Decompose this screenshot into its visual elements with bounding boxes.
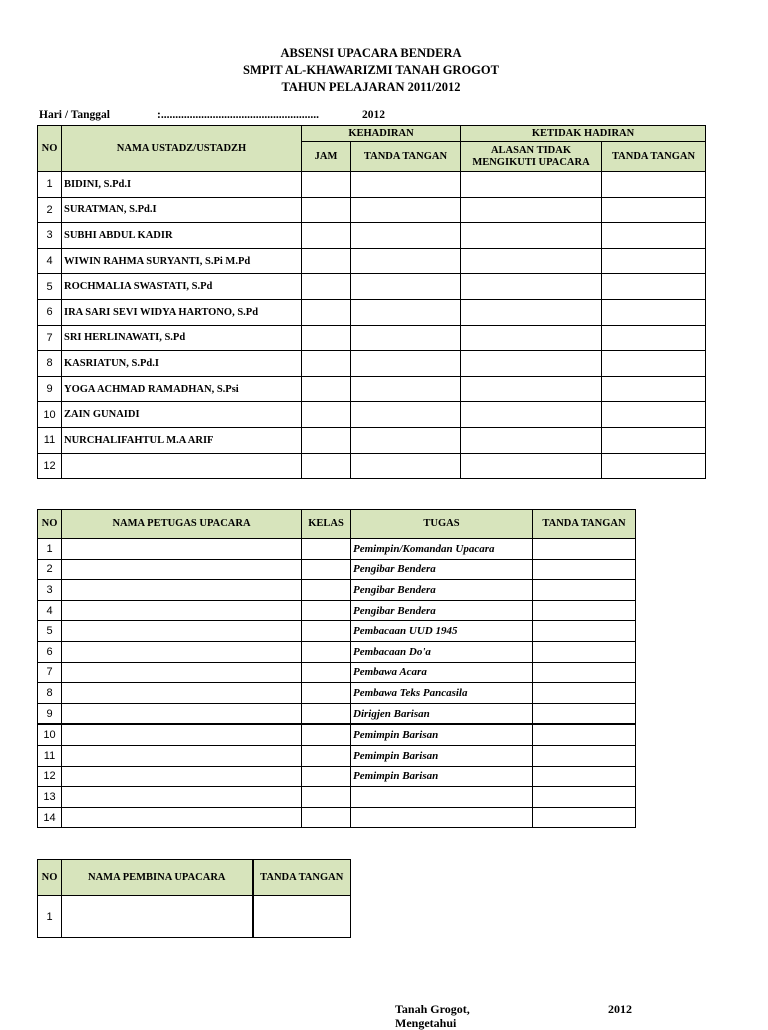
- alasan-cell[interactable]: [461, 427, 602, 453]
- header-kehadiran: KEHADIRAN: [302, 126, 461, 142]
- tanda-tangan-cell[interactable]: [602, 248, 706, 274]
- row-no: 13: [38, 787, 62, 808]
- row-nama: IRA SARI SEVI WIDYA HARTONO, S.Pd: [62, 299, 302, 325]
- row-no: 10: [38, 402, 62, 428]
- pembina-upacara-table: [37, 859, 351, 938]
- tanda-tangan-cell[interactable]: [533, 600, 636, 621]
- tanda-tangan-cell[interactable]: [602, 325, 706, 351]
- row-no: 12: [38, 453, 62, 479]
- row-no: 7: [38, 662, 62, 683]
- row-no: 6: [38, 641, 62, 662]
- row-tugas: Pembacaan UUD 1945: [351, 621, 533, 642]
- alasan-cell[interactable]: [461, 197, 602, 223]
- nama-petugas-cell[interactable]: [62, 787, 302, 808]
- header-no: NO: [38, 126, 62, 172]
- tanda-tangan-cell[interactable]: [602, 427, 706, 453]
- row-no: 6: [38, 299, 62, 325]
- tanda-tangan-cell[interactable]: [533, 641, 636, 662]
- row-no: 8: [38, 683, 62, 704]
- kelas-cell[interactable]: [302, 662, 351, 683]
- jam-cell[interactable]: [302, 376, 351, 402]
- tanda-tangan-cell[interactable]: [533, 662, 636, 683]
- row-tugas: Pemimpin Barisan: [351, 724, 533, 745]
- row-tugas: Pembawa Teks Pancasila: [351, 683, 533, 704]
- row-nama: ROCHMALIA SWASTATI, S.Pd: [62, 274, 302, 300]
- alasan-cell[interactable]: [461, 351, 602, 377]
- table-row: [38, 745, 636, 766]
- header-tanda-tangan-2: TANDA TANGAN: [602, 142, 706, 172]
- tanda-tangan-cell[interactable]: [533, 559, 636, 580]
- table-row: [38, 621, 636, 642]
- row-no: 3: [38, 580, 62, 601]
- table-row: [38, 600, 636, 621]
- row-tugas: Pengibar Bendera: [351, 600, 533, 621]
- header-jam: JAM: [302, 142, 351, 172]
- table-row: [38, 641, 636, 662]
- header-tugas: TUGAS: [351, 510, 533, 539]
- jam-cell[interactable]: [302, 197, 351, 223]
- jam-cell[interactable]: [302, 299, 351, 325]
- table-row: [38, 376, 706, 402]
- tanda-tangan-cell[interactable]: [351, 197, 461, 223]
- jam-cell[interactable]: [302, 351, 351, 377]
- header-nama-pembina: NAMA PEMBINA UPACARA: [62, 860, 253, 896]
- header-tanda-tangan: TANDA TANGAN: [253, 860, 351, 896]
- row-tugas: Pengibar Bendera: [351, 580, 533, 601]
- tanda-tangan-cell[interactable]: [533, 787, 636, 808]
- jam-cell[interactable]: [302, 453, 351, 479]
- header-nama-petugas: NAMA PETUGAS UPACARA: [62, 510, 302, 539]
- tanda-tangan-cell[interactable]: [602, 274, 706, 300]
- header-kelas: KELAS: [302, 510, 351, 539]
- tanda-tangan-cell[interactable]: [602, 453, 706, 479]
- header-nama-ustadz: NAMA USTADZ/USTADZH: [62, 126, 302, 172]
- kelas-cell[interactable]: [302, 724, 351, 745]
- jam-cell[interactable]: [302, 402, 351, 428]
- kelas-cell[interactable]: [302, 703, 351, 724]
- tanda-tangan-cell[interactable]: [533, 745, 636, 766]
- nama-petugas-cell[interactable]: [62, 724, 302, 745]
- table-row: [38, 274, 706, 300]
- row-nama: SRI HERLINAWATI, S.Pd: [62, 325, 302, 351]
- tanda-tangan-cell[interactable]: [602, 299, 706, 325]
- tanda-tangan-cell[interactable]: [533, 621, 636, 642]
- jam-cell[interactable]: [302, 223, 351, 249]
- header-tanda-tangan: TANDA TANGAN: [533, 510, 636, 539]
- row-nama: YOGA ACHMAD RAMADHAN, S.Psi: [62, 376, 302, 402]
- alasan-cell[interactable]: [461, 325, 602, 351]
- kelas-cell[interactable]: [302, 766, 351, 787]
- table-row: [38, 248, 706, 274]
- tanda-tangan-cell[interactable]: [351, 453, 461, 479]
- table-row: [38, 703, 636, 724]
- table-row: [38, 402, 706, 428]
- header-tanda-tangan: TANDA TANGAN: [351, 142, 461, 172]
- tanda-tangan-cell[interactable]: [533, 807, 636, 828]
- row-nama: KASRIATUN, S.Pd.I: [62, 351, 302, 377]
- table-row: [38, 539, 636, 560]
- table-row: [38, 427, 706, 453]
- row-nama: BIDINI, S.Pd.I: [62, 172, 302, 198]
- row-tugas: Pembacaan Do'a: [351, 641, 533, 662]
- alasan-cell[interactable]: [461, 248, 602, 274]
- tanda-tangan-cell[interactable]: [533, 580, 636, 601]
- footer-mengetahui: Mengetahui: [395, 1016, 457, 1030]
- tanda-tangan-cell[interactable]: [602, 402, 706, 428]
- alasan-cell[interactable]: [461, 223, 602, 249]
- kelas-cell[interactable]: [302, 539, 351, 560]
- nama-petugas-cell[interactable]: [62, 580, 302, 601]
- row-tugas[interactable]: [351, 787, 533, 808]
- jam-cell[interactable]: [302, 172, 351, 198]
- row-no: 7: [38, 325, 62, 351]
- row-no: 9: [38, 703, 62, 724]
- tanda-tangan-cell[interactable]: [351, 299, 461, 325]
- table-row: [38, 787, 636, 808]
- tanda-tangan-cell[interactable]: [351, 351, 461, 377]
- tanda-tangan-cell[interactable]: [351, 402, 461, 428]
- row-tugas[interactable]: [351, 807, 533, 828]
- row-no: 14: [38, 807, 62, 828]
- alasan-cell[interactable]: [461, 274, 602, 300]
- tanda-tangan-cell[interactable]: [602, 172, 706, 198]
- nama-petugas-cell[interactable]: [62, 683, 302, 704]
- kelas-cell[interactable]: [302, 641, 351, 662]
- row-nama: NURCHALIFAHTUL M.A ARIF: [62, 427, 302, 453]
- header-ketidak-hadiran: KETIDAK HADIRAN: [461, 126, 706, 142]
- kelas-cell[interactable]: [302, 787, 351, 808]
- nama-petugas-cell[interactable]: [62, 600, 302, 621]
- hari-tanggal-label: Hari / Tanggal: [39, 109, 110, 121]
- petugas-upacara-table: [37, 509, 636, 828]
- jam-cell[interactable]: [302, 274, 351, 300]
- tanda-tangan-cell[interactable]: [533, 539, 636, 560]
- nama-petugas-cell[interactable]: [62, 766, 302, 787]
- row-no: 10: [38, 724, 62, 745]
- tanda-tangan-cell[interactable]: [253, 896, 351, 938]
- nama-petugas-cell[interactable]: [62, 539, 302, 560]
- kelas-cell[interactable]: [302, 559, 351, 580]
- tanda-tangan-cell[interactable]: [602, 197, 706, 223]
- row-no: 1: [38, 172, 62, 198]
- header-no: NO: [38, 860, 62, 896]
- table-row: [38, 172, 706, 198]
- row-tugas: Dirigjen Barisan: [351, 703, 533, 724]
- tanda-tangan-cell[interactable]: [533, 766, 636, 787]
- row-no: 4: [38, 600, 62, 621]
- nama-petugas-cell[interactable]: [62, 703, 302, 724]
- title-line-2: SMPIT AL-KHAWARIZMI TANAH GROGOT: [243, 63, 499, 77]
- row-nama: SUBHI ABDUL KADIR: [62, 223, 302, 249]
- tanda-tangan-cell[interactable]: [351, 172, 461, 198]
- footer-place-block: [395, 1002, 470, 1030]
- row-nama: WIWIN RAHMA SURYANTI, S.Pi M.Pd: [62, 248, 302, 274]
- row-no: 5: [38, 621, 62, 642]
- table-row: [38, 683, 636, 704]
- table-row: [38, 453, 706, 479]
- alasan-cell[interactable]: [461, 172, 602, 198]
- tanda-tangan-cell[interactable]: [351, 427, 461, 453]
- nama-petugas-cell[interactable]: [62, 641, 302, 662]
- kelas-cell[interactable]: [302, 807, 351, 828]
- row-no: 11: [38, 745, 62, 766]
- tanda-tangan-cell[interactable]: [602, 376, 706, 402]
- row-no: 3: [38, 223, 62, 249]
- hari-tanggal-blank[interactable]: :.......................................................: [157, 109, 319, 121]
- kelas-cell[interactable]: [302, 600, 351, 621]
- ustadz-attendance-table: [37, 125, 706, 479]
- kelas-cell[interactable]: [302, 621, 351, 642]
- row-no: 5: [38, 274, 62, 300]
- kelas-cell[interactable]: [302, 683, 351, 704]
- table-row: [38, 662, 636, 683]
- tanda-tangan-cell[interactable]: [602, 351, 706, 377]
- nama-petugas-cell[interactable]: [62, 807, 302, 828]
- document-title: [0, 45, 742, 96]
- alasan-cell[interactable]: [461, 453, 602, 479]
- table-row: [38, 197, 706, 223]
- row-tugas: Pemimpin Barisan: [351, 745, 533, 766]
- row-no: 12: [38, 766, 62, 787]
- header-no: NO: [38, 510, 62, 539]
- tanda-tangan-cell[interactable]: [351, 376, 461, 402]
- alasan-cell[interactable]: [461, 299, 602, 325]
- jam-cell[interactable]: [302, 427, 351, 453]
- tanda-tangan-cell[interactable]: [533, 683, 636, 704]
- nama-petugas-cell[interactable]: [62, 662, 302, 683]
- tanda-tangan-cell[interactable]: [533, 703, 636, 724]
- tanda-tangan-cell[interactable]: [533, 724, 636, 745]
- tanda-tangan-cell[interactable]: [351, 274, 461, 300]
- row-nama: SURATMAN, S.Pd.I: [62, 197, 302, 223]
- alasan-cell[interactable]: [461, 376, 602, 402]
- row-tugas: Pemimpin Barisan: [351, 766, 533, 787]
- table-row: [38, 299, 706, 325]
- row-tugas: Pemimpin/Komandan Upacara: [351, 539, 533, 560]
- row-no: 2: [38, 559, 62, 580]
- nama-petugas-cell[interactable]: [62, 559, 302, 580]
- header-alasan: ALASAN TIDAK MENGIKUTI UPACARA: [461, 142, 602, 172]
- row-nama: ZAIN GUNAIDI: [62, 402, 302, 428]
- tanda-tangan-cell[interactable]: [351, 248, 461, 274]
- hari-tanggal-row: [39, 109, 739, 125]
- jam-cell[interactable]: [302, 248, 351, 274]
- footer-place: Tanah Grogot,: [395, 1002, 470, 1016]
- table-row: [38, 724, 636, 745]
- row-no: 11: [38, 427, 62, 453]
- footer-year: 2012: [608, 1002, 632, 1016]
- table-row: [38, 559, 636, 580]
- row-no: 8: [38, 351, 62, 377]
- row-tugas: Pengibar Bendera: [351, 559, 533, 580]
- kelas-cell[interactable]: [302, 580, 351, 601]
- table-row: [38, 896, 351, 938]
- row-nama[interactable]: [62, 453, 302, 479]
- row-no: 1: [38, 896, 62, 938]
- table-row: [38, 351, 706, 377]
- table-row: [38, 766, 636, 787]
- alasan-cell[interactable]: [461, 402, 602, 428]
- tanda-tangan-cell[interactable]: [351, 223, 461, 249]
- row-no: 9: [38, 376, 62, 402]
- hari-tanggal-year: 2012: [362, 109, 385, 121]
- row-no: 2: [38, 197, 62, 223]
- row-tugas: Pembawa Acara: [351, 662, 533, 683]
- nama-petugas-cell[interactable]: [62, 745, 302, 766]
- tanda-tangan-cell[interactable]: [351, 325, 461, 351]
- table-row: [38, 223, 706, 249]
- table-row: [38, 325, 706, 351]
- title-line-1: ABSENSI UPACARA BENDERA: [280, 46, 462, 60]
- table-row: [38, 580, 636, 601]
- title-line-3: TAHUN PELAJARAN 2011/2012: [281, 80, 461, 94]
- row-no: 1: [38, 539, 62, 560]
- kelas-cell[interactable]: [302, 745, 351, 766]
- jam-cell[interactable]: [302, 325, 351, 351]
- row-no: 4: [38, 248, 62, 274]
- nama-petugas-cell[interactable]: [62, 621, 302, 642]
- nama-pembina-cell[interactable]: [62, 896, 253, 938]
- tanda-tangan-cell[interactable]: [602, 223, 706, 249]
- table-row: [38, 807, 636, 828]
